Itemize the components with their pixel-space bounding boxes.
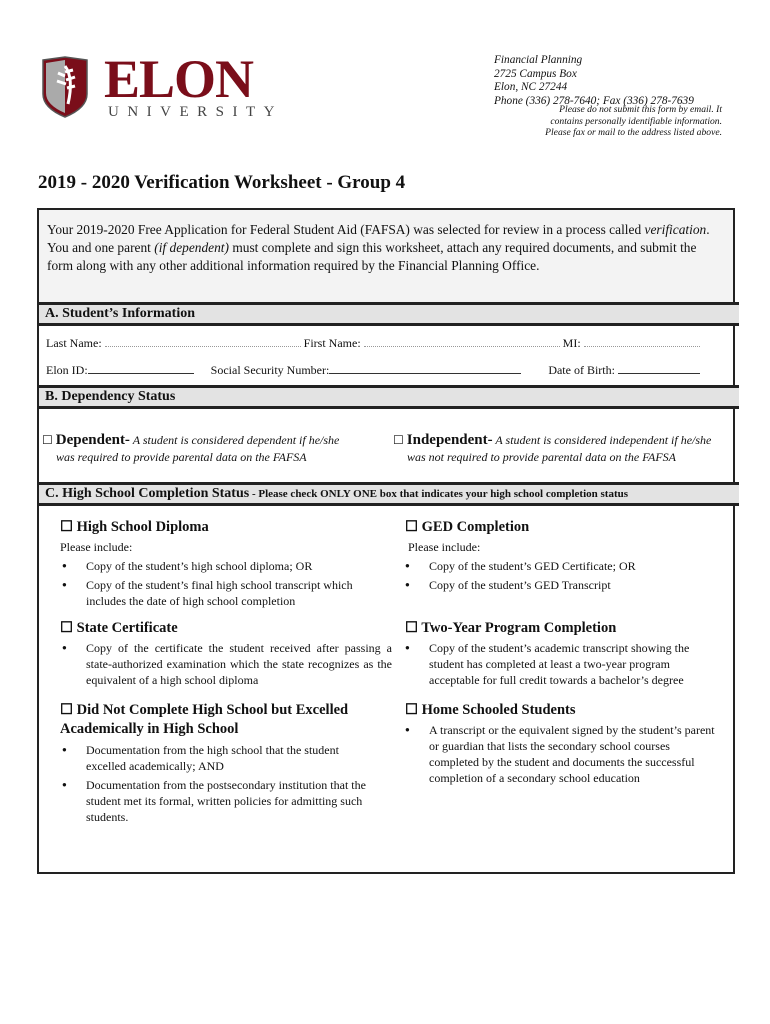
logo-subtitle: UNIVERSITY [108, 104, 283, 120]
option-two-year-program[interactable] [385, 619, 715, 691]
address-line: Financial Planning [494, 54, 583, 66]
list-item: ● Documentation from the high school that the student excelled academically; AND [42, 742, 372, 774]
note-line: Please do not submit this form by email. It [559, 104, 722, 115]
include-label: Please include: [408, 540, 481, 554]
id-row [46, 363, 700, 378]
intro-part: must complete and sign this worksheet, attach any required documents, and submit the form along with any other additional information required by the Financial Planning Office. [47, 240, 697, 273]
address-line: Phone (336) 278-7640; Fax (336) 278-7639 [494, 94, 694, 107]
list-item: ● Copy of the student’s final high school transcript which includes the date of high school completion [42, 577, 392, 609]
dob-field[interactable] [618, 363, 700, 374]
option-title[interactable]: ☐ Home Schooled Students [405, 702, 576, 718]
section-c-subtitle: - Please check ONLY ONE box that indicates your high school completion status [249, 488, 629, 500]
elon-id-field[interactable] [88, 363, 194, 374]
last-name-label: Last Name: [46, 336, 102, 350]
option-ged-completion[interactable] [385, 518, 715, 596]
email-warning-note [502, 104, 722, 139]
elon-id-label: Elon ID: [46, 363, 88, 377]
ssn-label: Social Security Number: [210, 363, 330, 377]
intro-emphasis: (if dependent) [154, 240, 229, 255]
intro-part: Your 2019-2020 Free Application for Federal Student Aid (FAFSA) was selected for review in a process called [47, 222, 645, 237]
list-item: ● Copy of the certificate the student received after passing a state-authorized examination which the state recognizes as the equivalent of a high school diploma [42, 640, 392, 688]
dependent-label: Dependent- [55, 432, 130, 448]
section-b-header: B. Dependency Status [39, 385, 739, 409]
option-high-school-diploma[interactable] [42, 518, 392, 612]
list-item: ● Copy of the student’s GED Transcript [385, 577, 715, 593]
dependent-checkbox[interactable]: ☐ [42, 433, 53, 447]
option-did-not-complete[interactable] [42, 701, 372, 828]
option-title[interactable]: ☐ High School Diploma [60, 519, 209, 535]
dob-label: Date of Birth: [548, 363, 615, 377]
address-line: 2725 Campus Box [494, 67, 577, 80]
option-title[interactable]: ☐ Did Not Complete High School but Excelled Academically in High School [60, 702, 349, 737]
independent-description: was not required to provide parental data on the FAFSA [407, 450, 676, 464]
list-item: ● Copy of the student’s high school diploma; OR [42, 558, 392, 574]
name-row [46, 336, 700, 351]
section-a-header: A. Student’s Information [39, 302, 739, 326]
mi-field[interactable] [584, 336, 700, 347]
elon-shield-logo-icon [40, 56, 90, 118]
option-title[interactable]: ☐ State Certificate [60, 620, 178, 636]
dependent-description: was required to provide parental data on the FAFSA [56, 450, 307, 464]
independent-checkbox[interactable]: ☐ [393, 433, 404, 447]
intro-text [39, 210, 733, 302]
office-address [494, 54, 694, 108]
first-name-label: First Name: [303, 336, 361, 350]
intro-part: . You and one parent [47, 222, 710, 255]
page-title: 2019 - 2020 Verification Worksheet - Group 4 [38, 172, 406, 193]
list-item: ● A transcript or the equivalent signed by the student’s parent or guardian that lists the secondary school courses completed by the student and documents the successful completion of a secondary school education [385, 722, 715, 786]
independent-description: A student is considered independent if he/she [495, 433, 712, 447]
dependent-description: A student is considered dependent if he/she [132, 433, 340, 447]
independent-option[interactable] [393, 432, 711, 466]
include-label: Please include: [60, 540, 133, 554]
option-title[interactable]: ☐ Two-Year Program Completion [405, 620, 617, 636]
mi-label: MI: [562, 336, 581, 350]
section-c-title: C. High School Completion Status [45, 486, 250, 501]
last-name-field[interactable] [105, 336, 301, 347]
ssn-field[interactable] [329, 363, 521, 374]
note-line: contains personally identifiable information. [550, 115, 722, 127]
intro-emphasis: verification [644, 222, 707, 237]
note-line: Please fax or mail to the address listed above. [545, 127, 722, 138]
list-item: ● Copy of the student’s academic transcript showing the student has completed at least a two-year program acceptable for full credit towards a bachelor’s degree [385, 640, 715, 688]
dependent-option[interactable] [42, 432, 339, 466]
address-line: Elon, NC 27244 [494, 81, 568, 93]
worksheet-box [37, 208, 735, 874]
list-item: ● Documentation from the postsecondary institution that the student met its formal, written policies for admitting such students. [42, 777, 372, 825]
first-name-field[interactable] [364, 336, 560, 347]
independent-label: Independent- [406, 432, 493, 448]
option-home-schooled[interactable] [385, 701, 715, 789]
section-c-header [39, 482, 739, 506]
logo-wordmark: ELON [104, 49, 254, 109]
list-item: ● Copy of the student’s GED Certificate; OR [385, 558, 715, 574]
option-state-certificate[interactable] [42, 619, 392, 691]
option-title[interactable]: ☐ GED Completion [405, 519, 530, 535]
